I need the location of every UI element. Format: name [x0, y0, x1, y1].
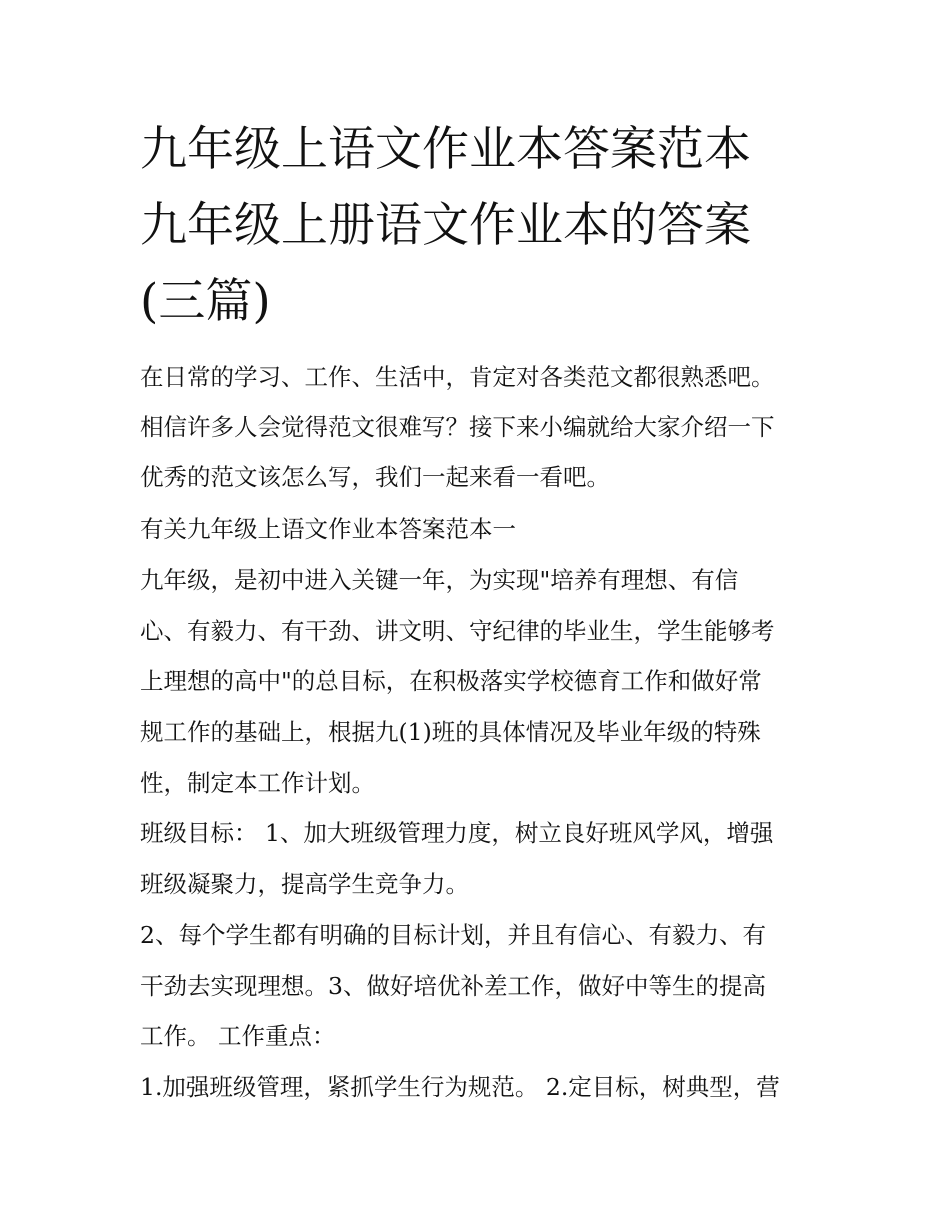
- section-heading: 有关九年级上语文作业本答案范本一: [140, 515, 516, 543]
- document-title-line-1: 九年级上语文作业本答案范本: [140, 122, 751, 177]
- body-line-8: 规工作的基础上，根据九(1)班的具体情况及毕业年级的特殊: [140, 718, 761, 746]
- body-line-7: 上理想的高中"的总目标，在积极落实学校德育工作和做好常: [140, 667, 762, 695]
- body-line-10: 班级目标： 1、加大班级管理力度，树立良好班风学风，增强: [140, 819, 774, 847]
- body-line-5: 九年级，是初中进入关键一年，为实现"培养有理想、有信: [140, 566, 739, 594]
- body-line-6: 心、有毅力、有干劲、讲文明、守纪律的毕业生，学生能够考: [140, 617, 775, 645]
- document-title-line-3: (三篇): [140, 274, 271, 329]
- body-line-9: 性，制定本工作计划。: [140, 769, 375, 797]
- body-line-3: 优秀的范文该怎么写，我们一起来看一看吧。: [140, 463, 610, 491]
- body-line-1: 在日常的学习、工作、生活中，肯定对各类范文都很熟悉吧。: [140, 363, 775, 391]
- body-line-13: 干劲去实现理想。3、做好培优补差工作，做好中等生的提高: [140, 972, 766, 1000]
- document-title-line-2: 九年级上册语文作业本的答案: [140, 198, 751, 253]
- body-line-12: 2、每个学生都有明确的目标计划，并且有信心、有毅力、有: [140, 921, 766, 949]
- body-line-15: 1.加强班级管理，紧抓学生行为规范。 2.定目标，树典型，营: [140, 1073, 780, 1101]
- body-line-14: 工作。 工作重点：: [140, 1022, 336, 1050]
- body-line-2: 相信许多人会觉得范文很难写？接下来小编就给大家介绍一下: [140, 413, 775, 441]
- body-line-11: 班级凝聚力，提高学生竞争力。: [140, 870, 469, 898]
